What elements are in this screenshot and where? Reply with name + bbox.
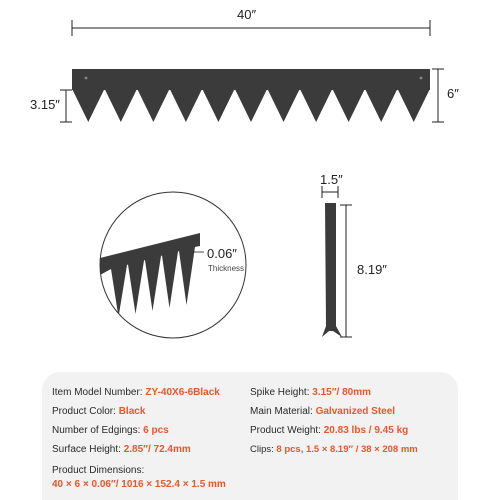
spec-dimensions-value: 40 × 6 × 0.06″/ 1016 × 152.4 × 1.5 mm bbox=[52, 479, 226, 490]
clip-stake bbox=[322, 186, 352, 337]
spec-material: Main Material: Galvanized Steel bbox=[250, 406, 396, 417]
spike-height-label: 3.15″ bbox=[30, 97, 60, 112]
clip-length-label: 8.19″ bbox=[357, 262, 387, 277]
spec-spike-height: Spike Height: 3.15″/ 80mm bbox=[250, 387, 371, 398]
spec-dimensions-label: Product Dimensions: bbox=[52, 465, 145, 476]
spec-surface-height: Surface Height: 2.85″/ 72.4mm bbox=[52, 444, 191, 455]
rivet-hole-left bbox=[85, 77, 88, 80]
clip-width-label: 1.5″ bbox=[320, 172, 343, 187]
height-dimension bbox=[432, 69, 444, 122]
length-label: 40″ bbox=[237, 7, 257, 22]
spec-clips: Clips: 8 pcs, 1.5 × 8.19″ / 38 × 208 mm bbox=[250, 444, 418, 455]
spec-model: Item Model Number: ZY-40X6-6Black bbox=[52, 387, 220, 398]
spec-panel bbox=[42, 372, 458, 500]
spike-height-dimension bbox=[60, 90, 72, 122]
thickness-value: 0.06″ bbox=[207, 246, 237, 261]
thickness-label: Thickness bbox=[208, 264, 245, 273]
spec-weight: Product Weight: 20.83 lbs / 9.45 kg bbox=[250, 425, 409, 436]
length-dimension bbox=[72, 20, 430, 36]
spec-edgings: Number of Edgings: 6 pcs bbox=[52, 425, 169, 436]
height-label: 6″ bbox=[447, 86, 459, 101]
spec-color: Product Color: Black bbox=[52, 406, 146, 417]
rivet-hole-right bbox=[420, 77, 423, 80]
edging-strip bbox=[72, 69, 430, 122]
